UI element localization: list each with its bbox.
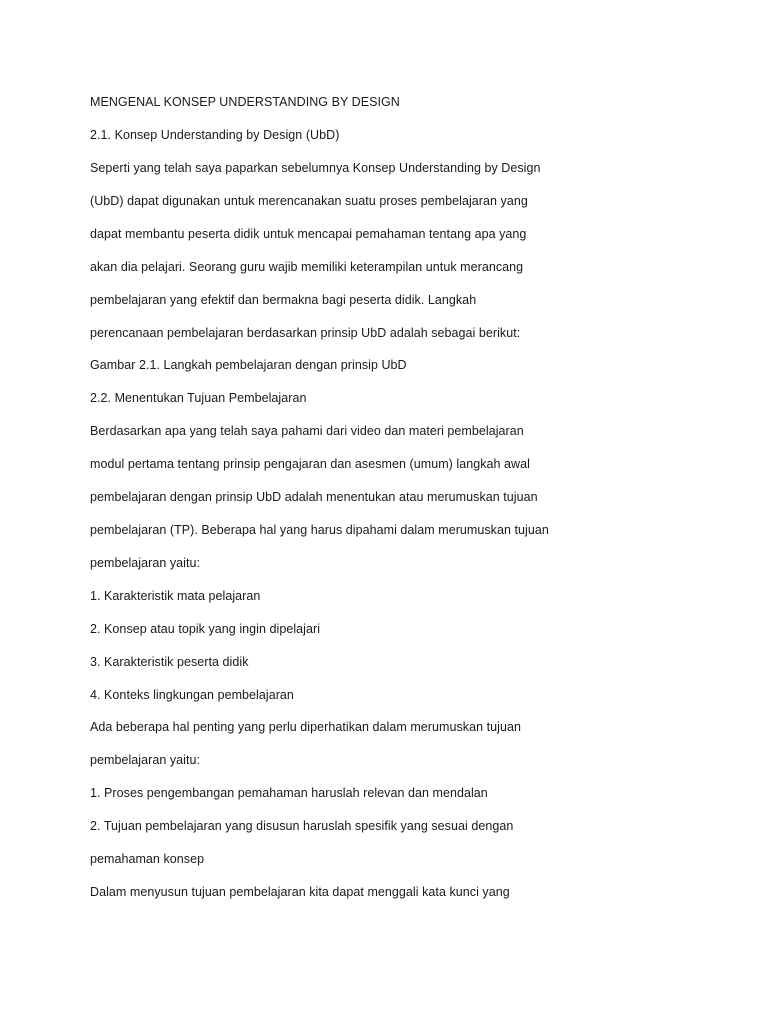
paragraph-line: pembelajaran (TP). Beberapa hal yang harus dipahami dalam merumuskan tujuan <box>90 523 549 537</box>
paragraph-line: modul pertama tentang prinsip pengajaran dan asesmen (umum) langkah awal <box>90 457 530 471</box>
paragraph-line: Ada beberapa hal penting yang perlu diperhatikan dalam merumuskan tujuan <box>90 720 521 734</box>
paragraph-line: perencanaan pembelajaran berdasarkan prinsip UbD adalah sebagai berikut: <box>90 326 521 340</box>
section-heading: 2.2. Menentukan Tujuan Pembelajaran <box>90 391 307 405</box>
paragraph-line: Berdasarkan apa yang telah saya pahami dari video dan materi pembelajaran <box>90 424 524 438</box>
section-heading: 2.1. Konsep Understanding by Design (UbD) <box>90 128 340 142</box>
paragraph-line: pembelajaran yaitu: <box>90 753 201 767</box>
list-item: 3. Karakteristik peserta didik <box>90 655 249 669</box>
paragraph-line: pembelajaran yaitu: <box>90 556 201 570</box>
list-item: 1. Karakteristik mata pelajaran <box>90 589 261 603</box>
paragraph-line: Seperti yang telah saya paparkan sebelumnya Konsep Understanding by Design <box>90 161 541 175</box>
figure-caption: Gambar 2.1. Langkah pembelajaran dengan prinsip UbD <box>90 358 407 372</box>
list-item: 2. Tujuan pembelajaran yang disusun haruslah spesifik yang sesuai dengan <box>90 819 514 833</box>
list-item: 1. Proses pengembangan pemahaman haruslah relevan dan mendalan <box>90 786 488 800</box>
paragraph-line: pembelajaran yang efektif dan bermakna bagi peserta didik. Langkah <box>90 293 477 307</box>
paragraph-line: pembelajaran dengan prinsip UbD adalah menentukan atau merumuskan tujuan <box>90 490 538 504</box>
list-item: 4. Konteks lingkungan pembelajaran <box>90 688 294 702</box>
paragraph-line: (UbD) dapat digunakan untuk merencanakan suatu proses pembelajaran yang <box>90 194 528 208</box>
document-title: MENGENAL KONSEP UNDERSTANDING BY DESIGN <box>90 95 400 109</box>
paragraph-line: Dalam menyusun tujuan pembelajaran kita dapat menggali kata kunci yang <box>90 885 510 899</box>
list-item-continuation: pemahaman konsep <box>90 852 205 866</box>
list-item: 2. Konsep atau topik yang ingin dipelajari <box>90 622 321 636</box>
paragraph-line: dapat membantu peserta didik untuk mencapai pemahaman tentang apa yang <box>90 227 527 241</box>
paragraph-line: akan dia pelajari. Seorang guru wajib memiliki keterampilan untuk merancang <box>90 260 524 274</box>
